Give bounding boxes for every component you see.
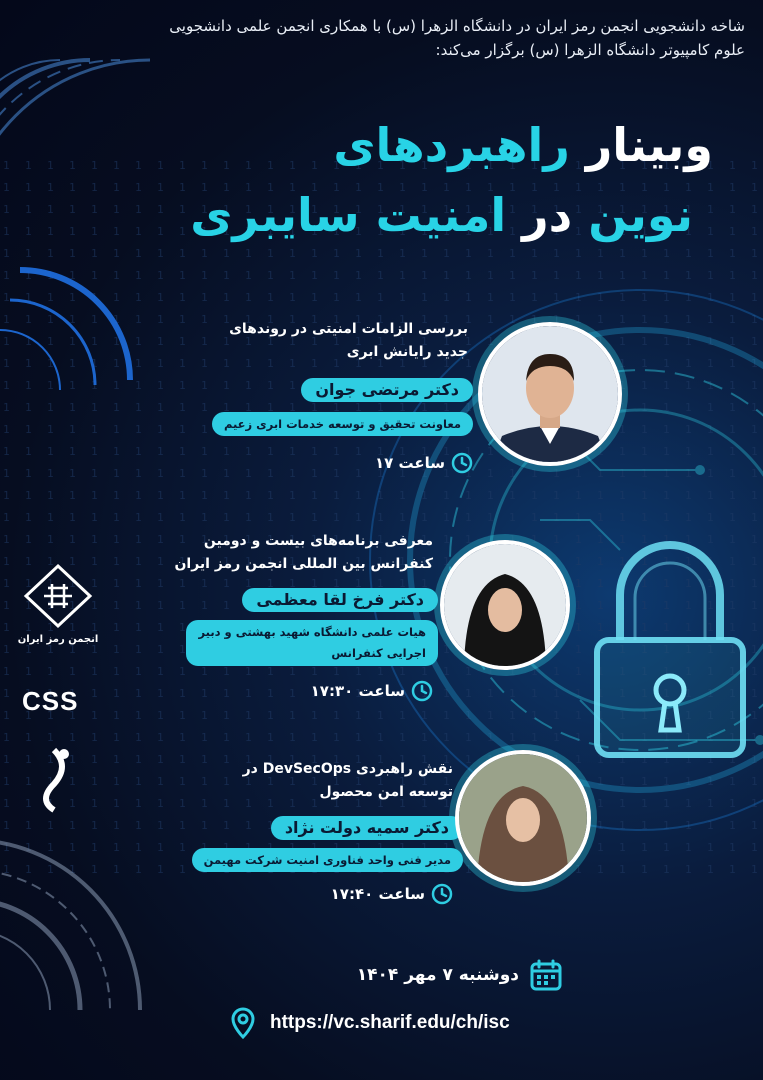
clock-icon — [411, 680, 433, 702]
title-line-1 — [333, 115, 713, 175]
speaker-2-topic-line-1: معرفی برنامه‌های بیست و دومین — [203, 533, 433, 549]
speaker-3-time-label: ساعت ۱۷:۴۰ — [330, 885, 425, 903]
css-logo: CSS — [22, 686, 79, 716]
speaker-1-topic-line-1: بررسی الزامات امنیتی در روندهای — [229, 321, 468, 337]
speaker-2-role — [186, 620, 438, 666]
title-word-in: در — [522, 188, 573, 242]
location-pin-icon — [230, 1006, 256, 1040]
speaker-2-photo — [440, 540, 570, 670]
speaker-2-time-label: ساعت ۱۷:۳۰ — [310, 682, 405, 700]
speaker-1-photo — [478, 322, 622, 466]
speaker-2-role-line-1: هیات علمی دانشگاه شهید بهشتی و دبیر — [198, 625, 426, 639]
clock-icon — [451, 452, 473, 474]
speaker-3-topic-line-2: توسعه امن محصول — [319, 784, 453, 800]
webinar-link[interactable] — [230, 1006, 510, 1040]
speaker-2-name: دکتر فرخ لقا معظمی — [242, 588, 438, 612]
intro-text: شاخه دانشجویی انجمن رمز ایران در دانشگاه الزهرا (س) با همکاری انجمن علمی دانشجویی علوم کامپیوتر دانشگاه الزهرا (س) برگزار می‌کند: — [169, 17, 745, 59]
speaker-1-topic-line-2: جدید رایانش ابری — [346, 344, 468, 360]
calendar-icon — [529, 958, 563, 992]
title-word-strategies: راهبردهای — [333, 118, 570, 172]
title-word-new: نوین — [588, 188, 693, 242]
isc-logo-icon — [22, 562, 94, 630]
alzahra-logo-icon — [28, 744, 80, 816]
isc-logo-label: انجمن رمز ایران — [17, 634, 99, 645]
title-word-webinar: وبینار — [585, 118, 713, 172]
event-date-label: دوشنبه ۷ مهر ۱۴۰۴ — [356, 965, 519, 985]
speaker-1-time — [375, 452, 473, 474]
speaker-3-topic — [193, 758, 453, 804]
speaker-1-time-label: ساعت ۱۷ — [374, 454, 445, 472]
speaker-3-name: دکتر سمیه دولت نژاد — [271, 816, 463, 840]
title-line-2 — [190, 185, 693, 245]
padlock-icon — [585, 530, 755, 770]
clock-icon — [431, 883, 453, 905]
speaker-3-topic-line-1: نقش راهبردی DevSecOps در — [242, 761, 453, 777]
speaker-1-topic — [208, 318, 468, 364]
speaker-2-time — [311, 680, 433, 702]
speaker-2-topic — [173, 530, 433, 576]
speaker-1-name: دکتر مرتضی جوان — [301, 378, 473, 402]
speaker-3-time — [331, 883, 453, 905]
webinar-url[interactable]: https://vc.sharif.edu/ch/isc — [270, 1012, 510, 1033]
speaker-2-role-line-2: اجرایی کنفرانس — [331, 646, 426, 660]
speaker-3-photo — [455, 750, 591, 886]
title-word-cybersecurity: امنیت سایبری — [190, 188, 507, 242]
speaker-1-role: معاونت تحقیق و توسعه خدمات ابری زعیم — [212, 412, 473, 436]
event-date — [357, 958, 563, 992]
speaker-2-topic-line-2: کنفرانس بین المللی انجمن رمز ایران — [174, 556, 433, 572]
speaker-3-role: مدیر فنی واحد فناوری امنیت شرکت مهیمن — [192, 848, 463, 872]
